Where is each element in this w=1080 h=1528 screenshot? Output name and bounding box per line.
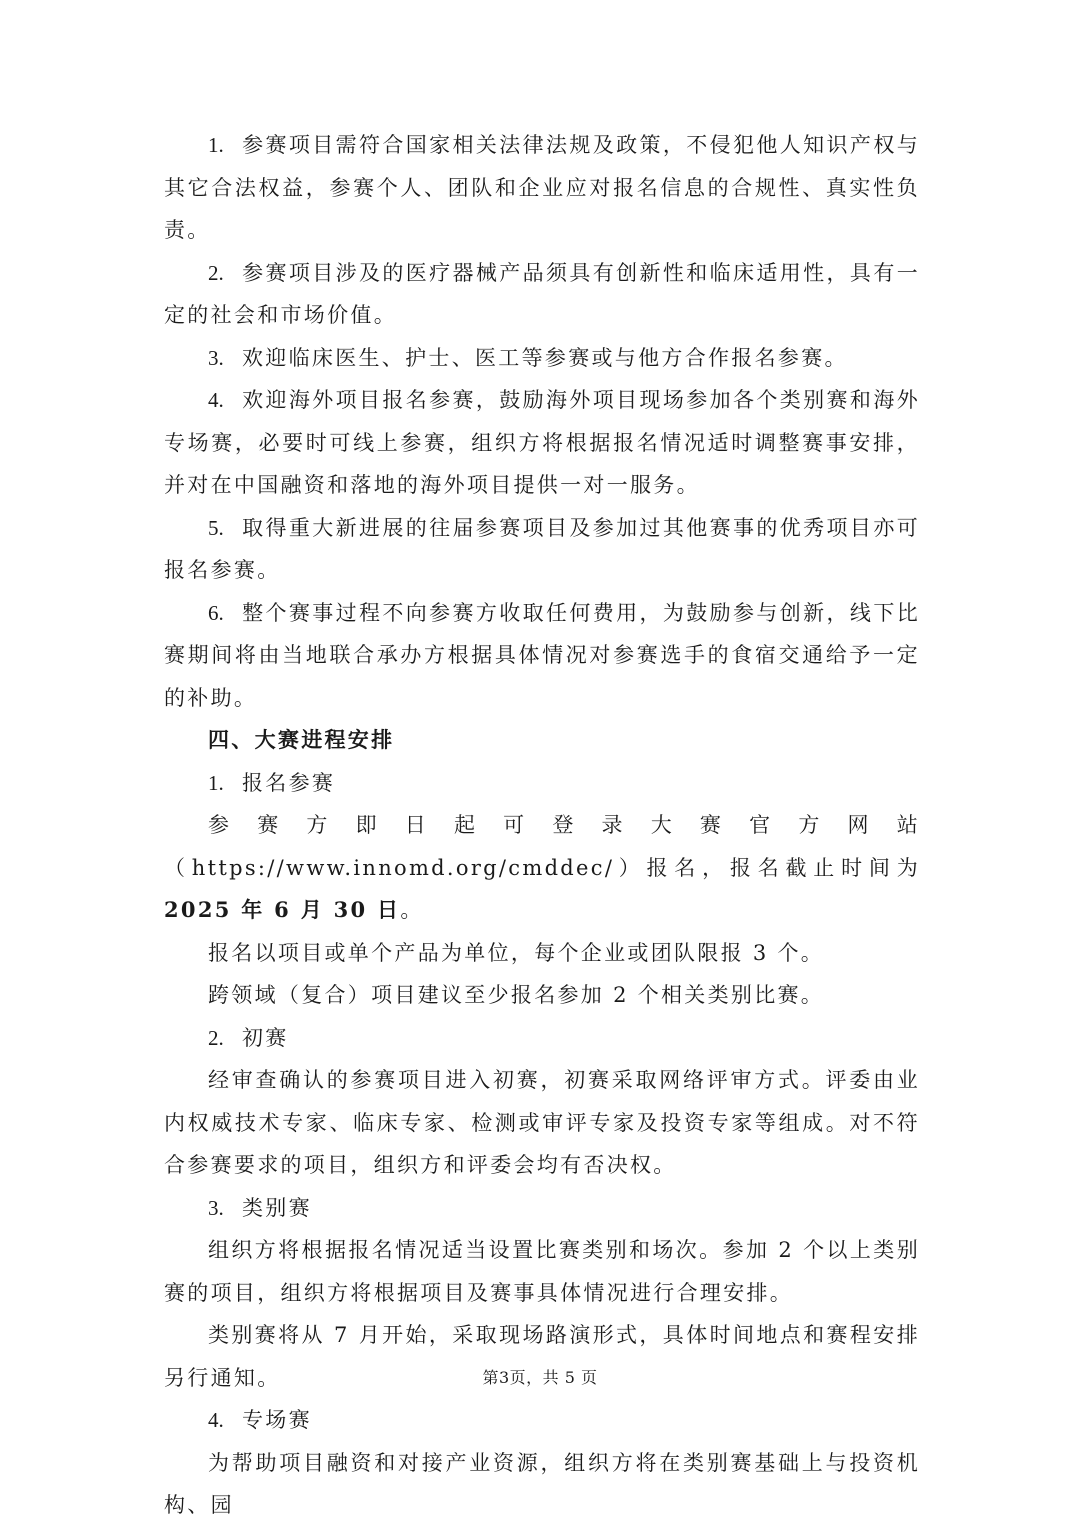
registration-unit-paragraph: 报名以项目或单个产品为单位，每个企业或团队限报 3 个。 (208, 940, 825, 965)
item-number: 6. (208, 600, 224, 625)
item-text: 参赛项目涉及的医疗器械产品须具有创新性和临床适用性，具有一定的社会和市场价值。 (164, 260, 920, 327)
special-paragraph: 为帮助项目融资和对接产业资源，组织方将在类别赛基础上与投资机构、园 (164, 1450, 920, 1517)
section-heading: 四、大赛进程安排 (208, 727, 395, 752)
registration-deadline: 2025 年 6 月 30 日 (164, 897, 401, 922)
item-text: 欢迎临床医生、护士、医工等参赛或与他方合作报名参赛。 (242, 345, 848, 370)
subsection-title: 报名参赛 (242, 770, 336, 795)
registration-paragraph (164, 804, 920, 932)
registration-end: 。 (400, 898, 424, 922)
list-item-2 (164, 252, 920, 337)
item-text: 整个赛事过程不向参赛方收取任何费用，为鼓励参与创新，线下比赛期间将由当地联合承办方根据具体情况对参赛选手的食宿交通给予一定的补助。 (164, 600, 920, 710)
category-paragraph-2: 类别赛将从 7 月开始，采取现场路演形式，具体时间地点和赛程安排另行通知。 (164, 1323, 920, 1390)
page-footer: 第3页，共 5 页 (482, 1368, 598, 1387)
item-number: 2. (208, 260, 224, 285)
list-item-5 (164, 507, 920, 592)
list-item-1 (164, 124, 920, 252)
registration-text: 参赛方即日起可登录大赛官方网站（https://www.innomd.org/cmddec/）报名，报名截止时间为 (164, 813, 920, 880)
subsection-title-registration (164, 762, 920, 805)
list-item-6 (164, 592, 920, 720)
category-paragraph-1: 组织方将根据报名情况适当设置比赛类别和场次。参加 2 个以上类别赛的项目，组织方将根据项目及赛事具体情况进行合理安排。 (164, 1238, 920, 1305)
subsection-number: 3. (208, 1195, 224, 1220)
subsection-title-category (164, 1187, 920, 1230)
item-number: 5. (208, 515, 224, 540)
item-text: 取得重大新进展的往届参赛项目及参加过其他赛事的优秀项目亦可报名参赛。 (164, 515, 920, 582)
item-number: 3. (208, 345, 224, 370)
item-number: 1. (208, 133, 224, 157)
list-item-4 (164, 379, 920, 507)
preliminary-paragraph: 经审查确认的参赛项目进入初赛，初赛采取网络评审方式。评委由业内权威技术专家、临床专家、检测或审评专家及投资专家等组成。对不符合参赛要求的项目，组织方和评委会均有否决权。 (164, 1068, 920, 1177)
subsection-title: 类别赛 (242, 1195, 312, 1220)
subsection-number: 2. (208, 1025, 224, 1050)
page-body (164, 124, 920, 1527)
subsection-number: 4. (208, 1408, 224, 1432)
cross-domain-paragraph: 跨领域（复合）项目建议至少报名参加 2 个相关类别比赛。 (208, 983, 825, 1007)
subsection-title-special (164, 1399, 920, 1442)
subsection-number: 1. (208, 770, 224, 795)
subsection-title: 专场赛 (242, 1408, 312, 1432)
list-item-3 (164, 337, 920, 380)
item-number: 4. (208, 388, 224, 412)
item-text: 参赛项目需符合国家相关法律法规及政策，不侵犯他人知识产权与其它合法权益，参赛个人、团队和企业应对报名信息的合规性、真实性负责。 (164, 133, 920, 242)
subsection-title-preliminary (164, 1017, 920, 1060)
subsection-title: 初赛 (242, 1025, 289, 1050)
item-text: 欢迎海外项目报名参赛，鼓励海外项目现场参加各个类别赛和海外专场赛，必要时可线上参赛，组织方将根据报名情况适时调整赛事安排，并对在中国融资和落地的海外项目提供一对一服务。 (164, 388, 920, 497)
